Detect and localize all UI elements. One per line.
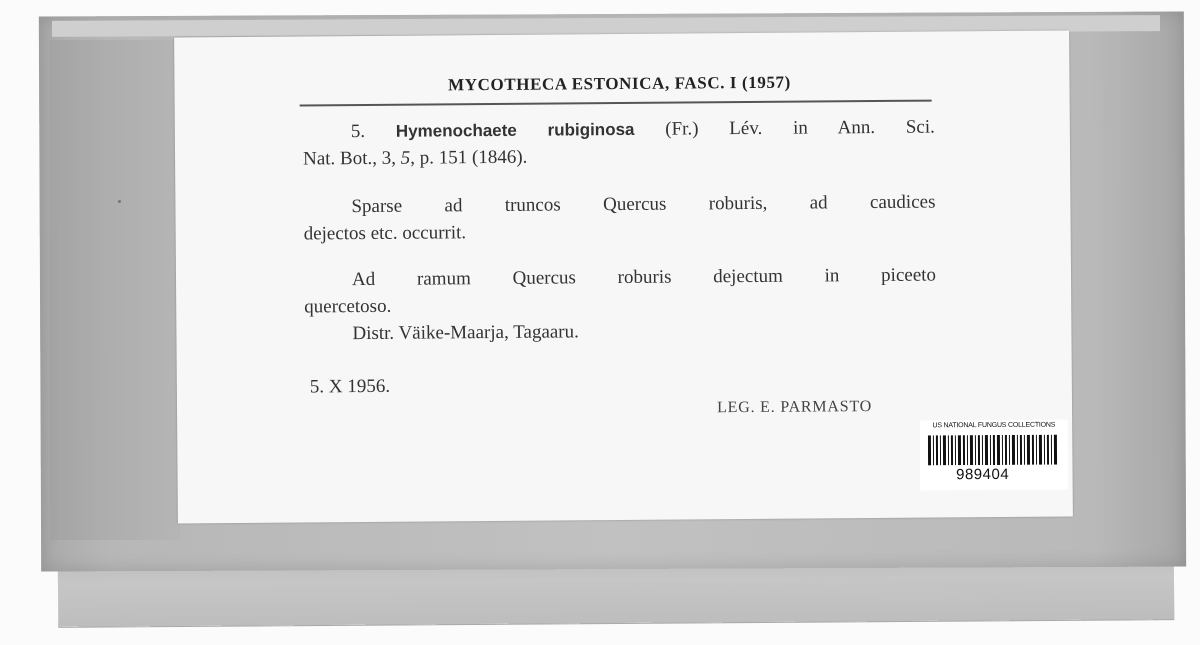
citation-page-year: , p. 151 (1846). (410, 146, 528, 169)
citation-line-1 (303, 114, 935, 146)
locality-block (304, 262, 937, 348)
citation-authority: (Fr.) Lév. in Ann. Sci. (665, 116, 935, 140)
collector: LEG. E. PARMASTO (716, 398, 873, 417)
species-name: Hymenochaete rubiginosa (395, 119, 635, 141)
locality-line-1: Ad ramum Quercus roburis dejectum in piceeto (351, 264, 937, 291)
citation-volume: 5 (400, 147, 411, 169)
packet-left-shadow (50, 40, 180, 540)
collection-date: 5. X 1956. (309, 375, 391, 398)
citation-block (303, 114, 935, 173)
label-header: MYCOTHECA ESTONICA, FASC. I (1957) (448, 72, 791, 95)
barcode-sticker (920, 420, 1068, 491)
habitat-line-1: Sparse ad truncos Quercus roburis, ad caudices (351, 191, 936, 218)
locality-line-2: quercetoso. (304, 295, 392, 318)
locality-district: Distr. Väike-Maarja, Tagaaru. (352, 321, 579, 345)
header-rule (300, 100, 932, 107)
citation-journal: Nat. Bot., 3, (302, 147, 397, 170)
citation-line-2 (303, 141, 935, 173)
paper-speck (118, 200, 121, 203)
habitat-line-2: dejectos etc. occurrit. (303, 222, 467, 245)
barcode-caption: US NATIONAL FUNGUS COLLECTIONS (932, 421, 1056, 430)
barcode-number: 989404 (956, 465, 1010, 484)
specimen-number: 5. (350, 121, 366, 143)
habitat-block (303, 189, 935, 248)
barcode-icon (928, 435, 1058, 466)
